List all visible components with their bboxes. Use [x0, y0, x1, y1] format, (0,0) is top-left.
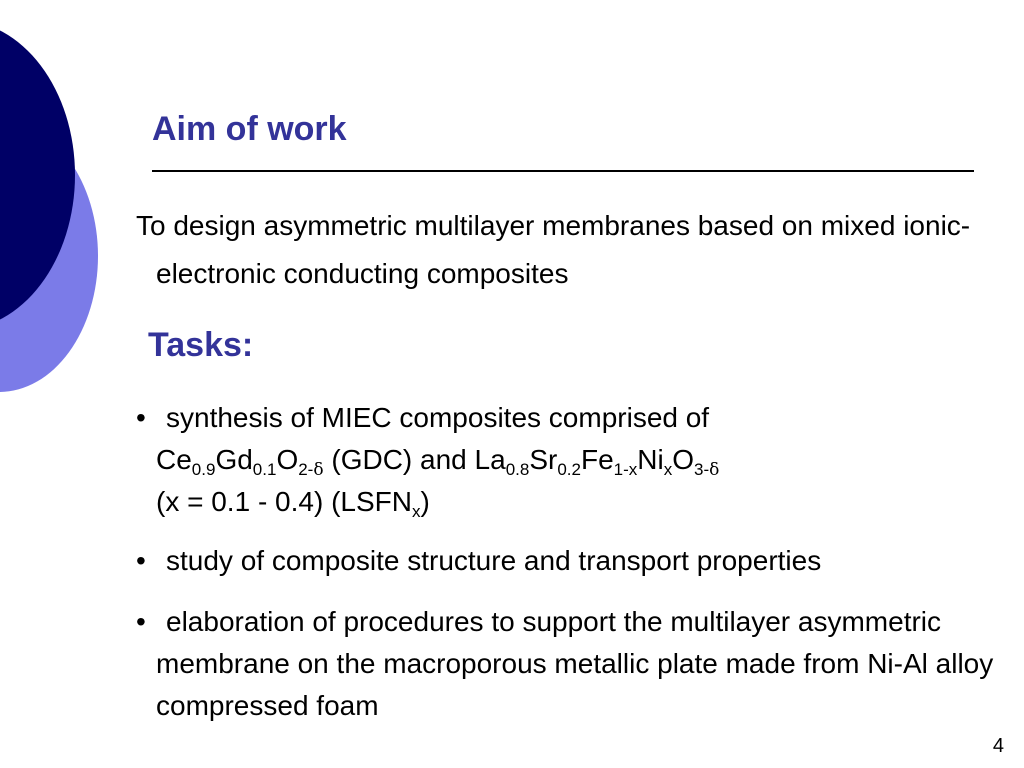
bullet-text: elaboration of procedures to support the multilayer asymmetric membrane on the macroporous metallic plate made from Ni-Al alloy compressed foam: [156, 606, 994, 721]
task-bullet-study: [136, 540, 996, 582]
bullet-line-1: synthesis of MIEC composites comprised of: [166, 402, 710, 433]
tasks-heading: Tasks:: [148, 326, 254, 364]
title-divider: [152, 170, 974, 172]
formula-gdc: $Ce_{0.9}Gd_{0.1}O_{2-\delta}$ (GDC) and: [156, 444, 467, 480]
intro-text: To design asymmetric multilayer membranes based on mixed ionic-electronic conducting composites: [136, 210, 971, 289]
bullet-text: study of composite structure and transport properties: [166, 545, 822, 576]
page-number: 4: [992, 735, 1004, 757]
task-bullet-synthesis: [136, 397, 996, 523]
formula-lsfn: $La_{0.8}Sr_{0.2}Fe_{1-x}Ni_xO_{3-\delta}$: [474, 444, 720, 480]
bullet-marker: •: [136, 606, 146, 637]
task-bullet-elaboration: [136, 601, 996, 727]
bullet-line-3: (x = 0.1 - 0.4) $(LSFN_x)$: [156, 486, 430, 521]
bullet-text: [136, 397, 996, 523]
bullet-marker: •: [136, 402, 146, 433]
slide-title: Aim of work: [152, 110, 347, 148]
bullet-marker: •: [136, 545, 146, 576]
